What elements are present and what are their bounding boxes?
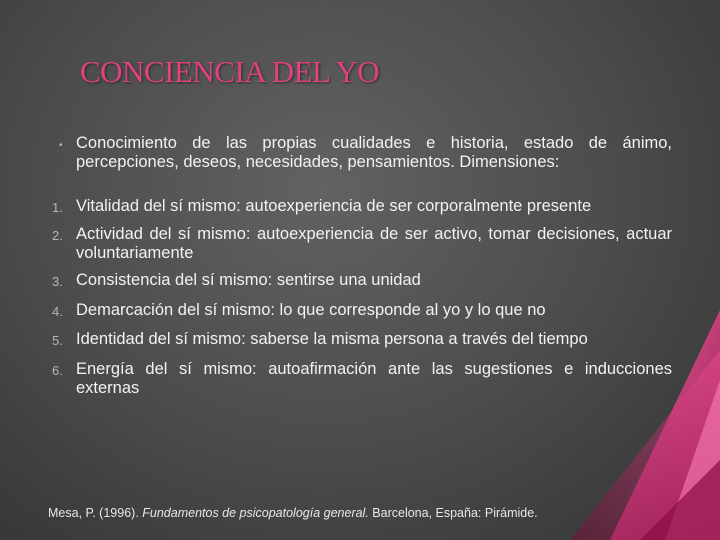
bullet-dot-icon: •: [59, 140, 63, 151]
item-text: Vitalidad del sí mismo: autoexperiencia de ser corporalmente presente: [76, 197, 592, 215]
item-text: Demarcación del sí mismo: lo que corresponde al yo y lo que no: [76, 301, 546, 319]
citation-publisher: Barcelona, España: Pirámide.: [368, 506, 538, 520]
item-number: 3.: [52, 274, 63, 289]
item-number: 4.: [52, 304, 63, 319]
item-number: 6.: [52, 363, 63, 378]
intro-paragraph: [52, 134, 672, 172]
item-text: Identidad del sí mismo: saberse la misma persona a través del tiempo: [76, 330, 588, 348]
item-number: 2.: [52, 228, 63, 243]
list-item-1: [52, 197, 672, 216]
list-item-3: [52, 271, 672, 290]
citation-book-title: Fundamentos de psicopatología general.: [142, 506, 369, 520]
intro-text: Conocimiento de las propias cualidades e historia, estado de ánimo, percepciones, deseos, necesidades, pensamientos. Dimensiones:: [76, 134, 672, 171]
citation: [48, 506, 648, 520]
item-text: Actividad del sí mismo: autoexperiencia de ser activo, tomar decisiones, actuar voluntariamente: [76, 225, 672, 262]
list-item-6: [52, 360, 672, 398]
list-item-4: [52, 301, 672, 320]
item-number: 5.: [52, 333, 63, 348]
citation-author: Mesa, P. (1996).: [48, 506, 143, 520]
list-item-2: [52, 225, 672, 263]
item-number: 1.: [52, 200, 63, 215]
item-text: Consistencia del sí mismo: sentirse una unidad: [76, 271, 421, 289]
list-item-5: [52, 330, 672, 349]
item-text: Energía del sí mismo: autoafirmación ante las sugestiones e inducciones externas: [76, 360, 672, 397]
slide-title: CONCIENCIA DEL YO: [80, 54, 380, 89]
